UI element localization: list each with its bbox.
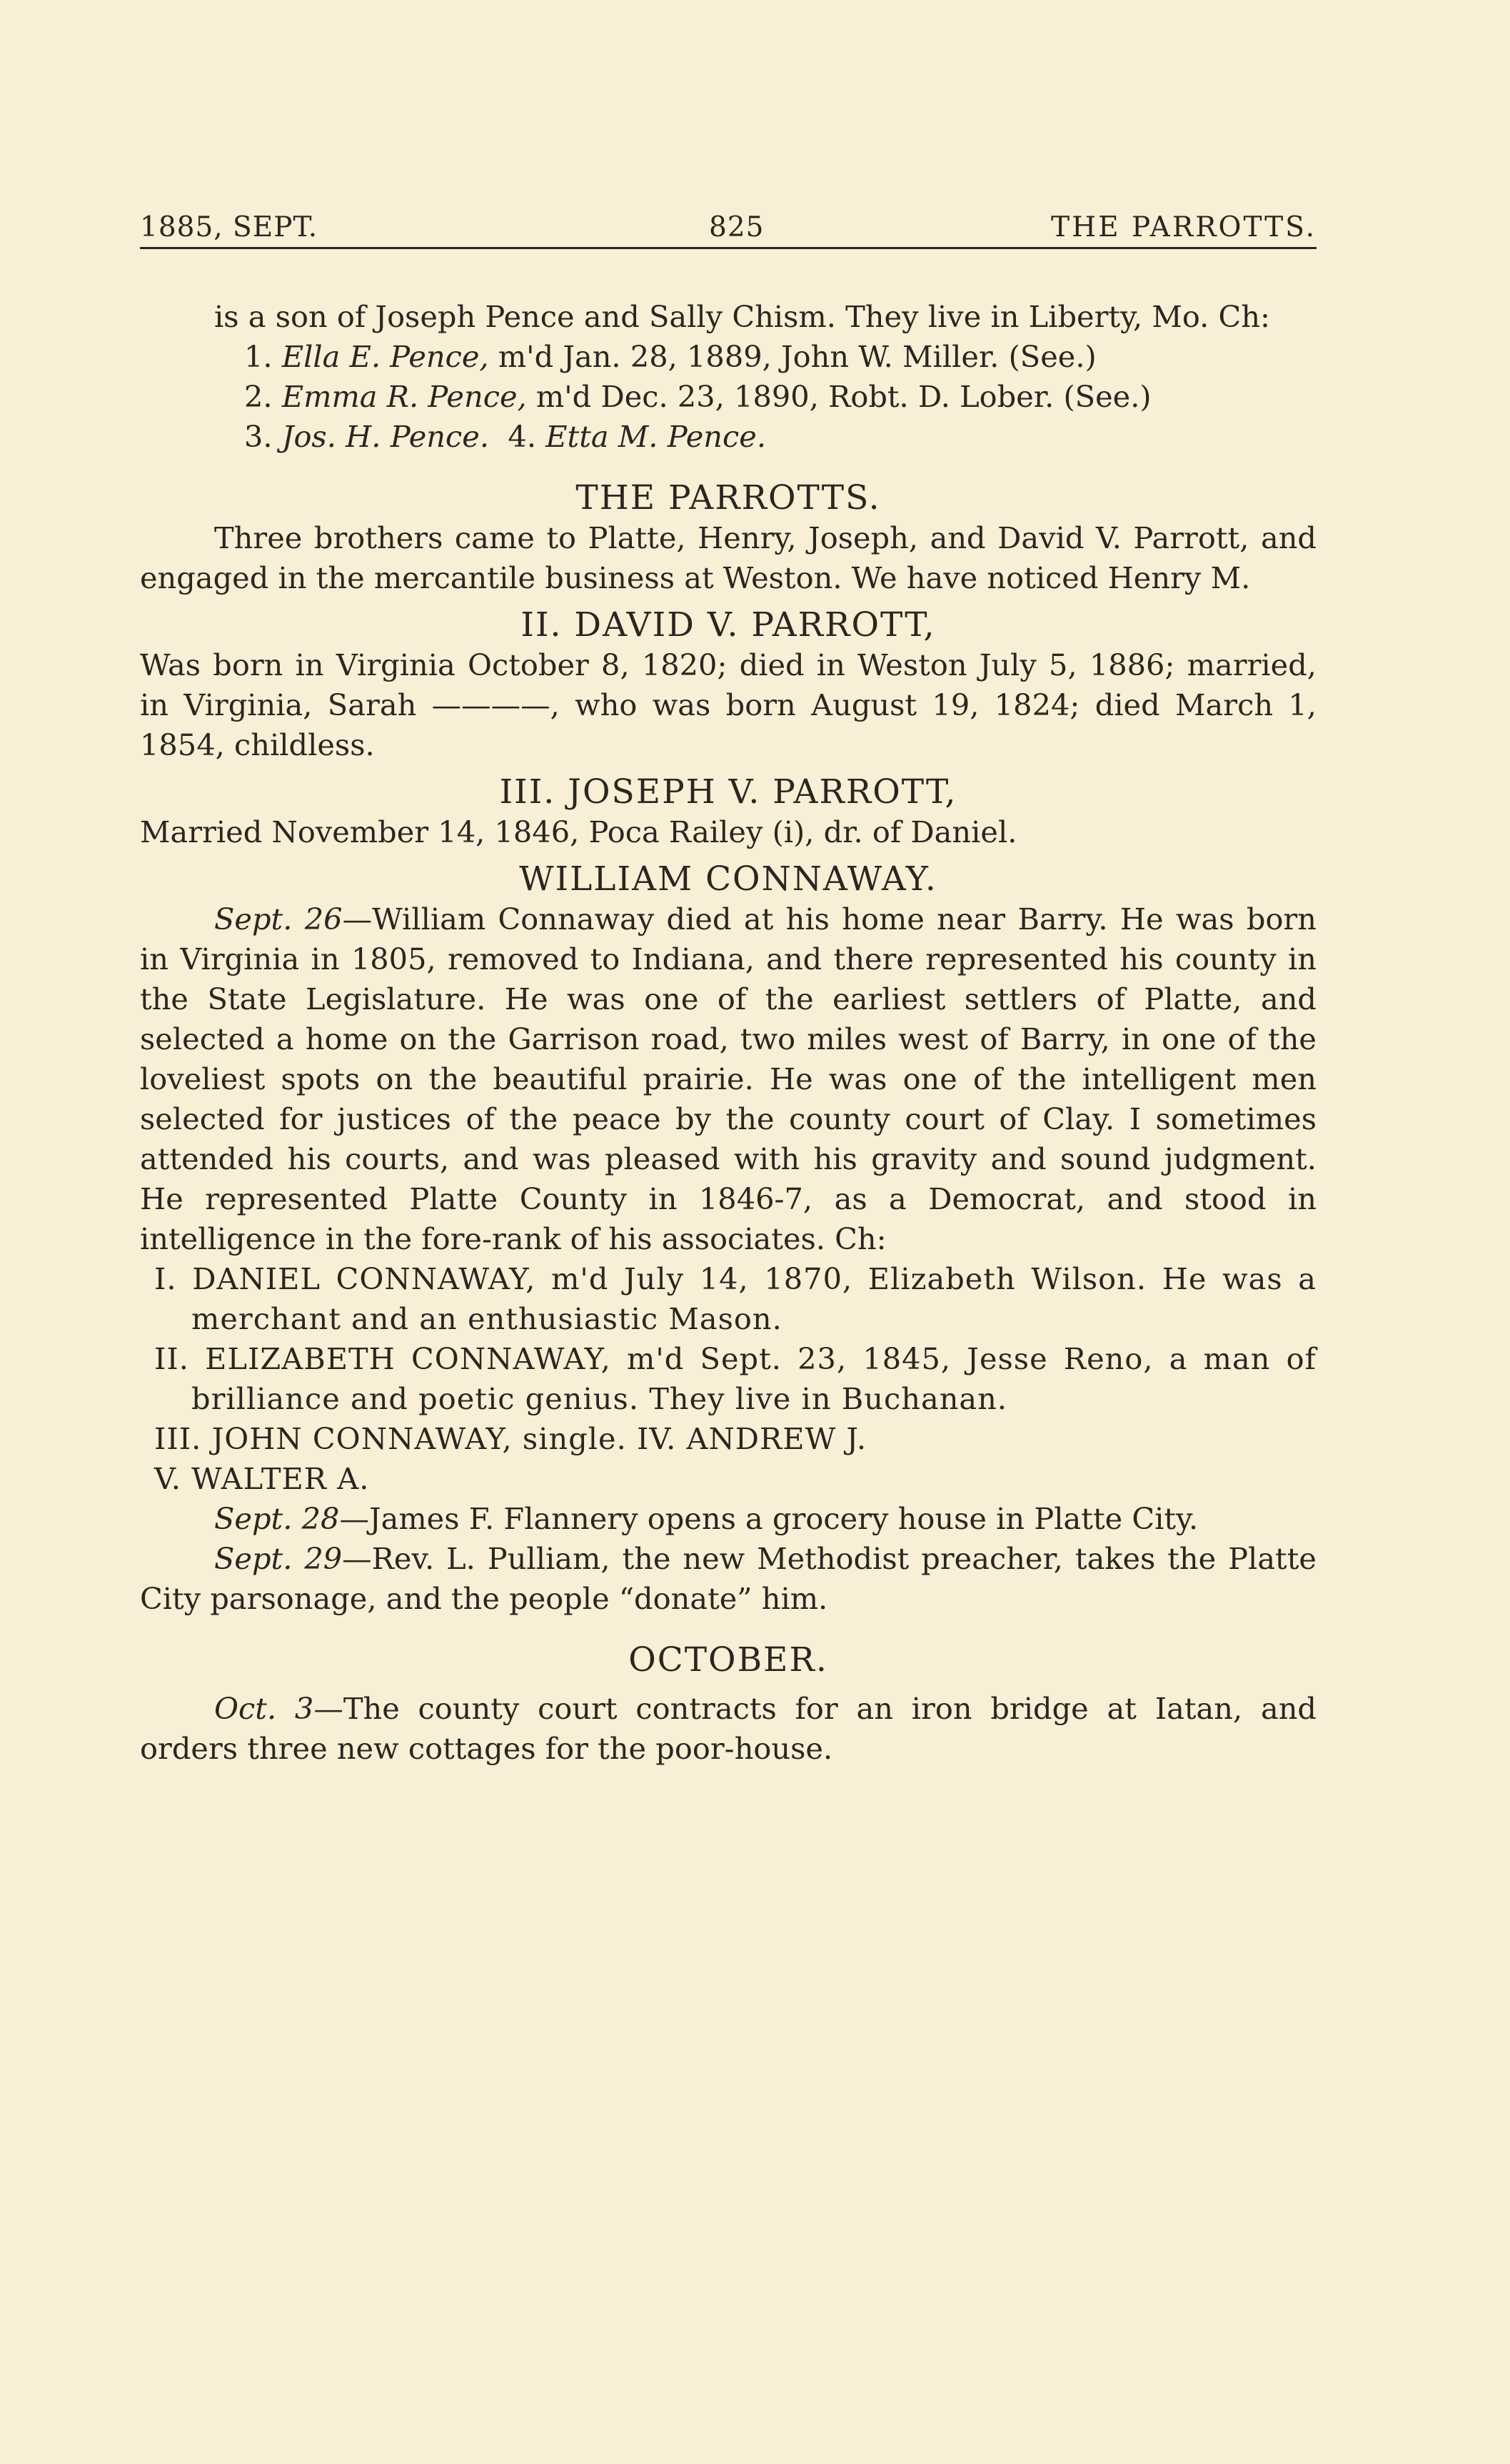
- connaway-child-5: V. WALTER A.: [154, 1461, 370, 1496]
- joseph-parrott-heading: III. JOSEPH V. PARROTT,: [499, 772, 957, 812]
- header-title: THE PARROTTS.: [1051, 211, 1317, 243]
- entry-sept-28: Sept. 28—James F. Flannery opens a grocery house in Platte City.: [214, 1501, 1199, 1536]
- connaway-child-2: II. ELIZABETH CONNAWAY, m'd Sept. 23, 1845, Jesse Reno, a man of brilliance and poetic genius. They live in Buchanan.: [154, 1341, 1317, 1416]
- pence-intro: is a son of Joseph Pence and Sally Chism. They live in Liberty, Mo. Ch:: [214, 299, 1271, 334]
- connaway-child-3-4: III. JOHN CONNAWAY, single. IV. ANDREW J.: [154, 1421, 867, 1456]
- header-rule: [140, 247, 1317, 249]
- pence-child-2: 2. Emma R. Pence, m'd Dec. 23, 1890, Robt. D. Lober. (See.): [244, 379, 1152, 414]
- pence-child-3-4: 3. Jos. H. Pence. 4. Etta M. Pence.: [244, 419, 767, 454]
- joseph-parrott-text: Married November 14, 1846, Poca Railey (i), dr. of Daniel.: [140, 814, 1017, 849]
- parrotts-intro: Three brothers came to Platte, Henry, Joseph, and David V. Parrott, and engaged in the mercantile business at Weston. We have noticed Henry M.: [140, 520, 1317, 595]
- david-parrott-text: Was born in Virginia October 8, 1820; died in Weston July 5, 1886; married, in Virginia, Sarah ————, who was born August 19, 1824; died March 1, 1854, childless.: [140, 647, 1317, 762]
- connaway-entry: Sept. 26—William Connaway died at his home near Barry. He was born in Virginia in 1805, removed to Indiana, and there represented his county in the State Legislature. He was one of the earliest settlers of Platte, and selected a home on the Garrison road, two miles west of Barry, in one of the loveliest spots on the beautiful prairie. He was one of the intelligent men selected for justices of the peace by the county court of Clay. I sometimes attended his courts, and was pleased with his gravity and sound judgment. He represented Platte County in 1846-7, as a Democrat, and stood in intelligence in the fore-rank of his associates. Ch:: [140, 902, 1317, 1256]
- david-parrott-heading: II. DAVID V. PARROTT,: [520, 605, 936, 645]
- section-heading-connaway: WILLIAM CONNAWAY.: [519, 859, 937, 899]
- pence-child-1: 1. Ella E. Pence, m'd Jan. 28, 1889, John W. Miller. (See.): [244, 339, 1097, 374]
- section-heading-october: OCTOBER.: [628, 1640, 828, 1680]
- page-body: [140, 297, 1317, 1769]
- section-heading-parrotts: THE PARROTTS.: [575, 478, 881, 517]
- page-number: 825: [709, 211, 765, 243]
- connaway-child-1: I. DANIEL CONNAWAY, m'd July 14, 1870, Elizabeth Wilson. He was a merchant and an enthusiastic Mason.: [154, 1261, 1317, 1336]
- header-date: 1885, SEPT.: [140, 211, 318, 243]
- running-header: [140, 211, 1317, 247]
- entry-sept-29: Sept. 29—Rev. L. Pulliam, the new Methodist preacher, takes the Platte City parsonage, and the people “donate” him.: [140, 1541, 1317, 1616]
- entry-oct-3: Oct. 3—The county court contracts for an iron bridge at Iatan, and orders three new cottages for the poor-house.: [140, 1691, 1317, 1766]
